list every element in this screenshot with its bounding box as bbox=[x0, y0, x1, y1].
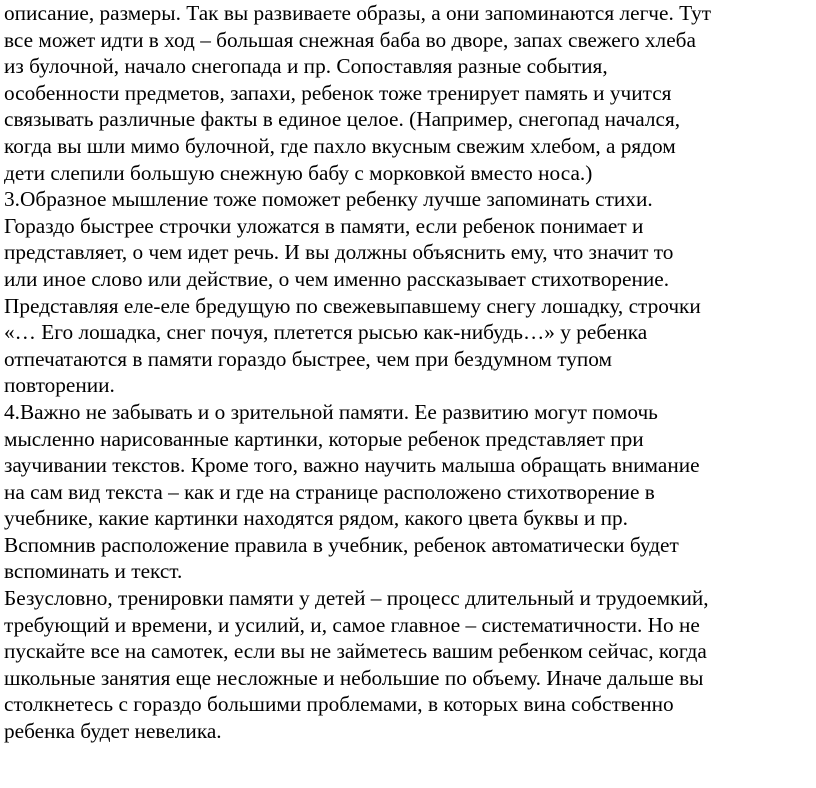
text-line: особенности предметов, запахи, ребенок тоже тренирует память и учится bbox=[4, 80, 672, 105]
text-line: ребенка будет невелика. bbox=[4, 719, 222, 744]
text-line: на сам вид текста – как и где на странице расположено стихотворение в bbox=[4, 479, 655, 504]
text-line: отпечатаются в памяти гораздо быстрее, чем при бездумном тупом bbox=[4, 346, 613, 371]
text-line: заучивании текстов. Кроме того, важно научить малыша обращать внимание bbox=[4, 453, 700, 478]
text-line: школьные занятия еще несложные и небольшие по объему. Иначе дальше вы bbox=[4, 665, 704, 690]
text-line: «… Его лошадка, снег почуя, плетется рысью как-нибудь…» у ребенка bbox=[4, 320, 648, 345]
text-line: столкнетесь с гораздо большими проблемами, в которых вина собственно bbox=[4, 692, 674, 717]
text-line: учебнике, какие картинки находятся рядом, какого цвета буквы и пр. bbox=[4, 506, 629, 531]
text-line: требующий и времени, и усилий, и, самое главное – систематичности. Но не bbox=[4, 612, 700, 637]
text-line: пускайте все на самотек, если вы не займетесь вашим ребенком сейчас, когда bbox=[4, 639, 707, 664]
text-line: дети слепили большую снежную бабу с морковкой вместо носа.) bbox=[4, 160, 593, 185]
text-line: когда вы шли мимо булочной, где пахло вкусным свежим хлебом, а рядом bbox=[4, 133, 676, 158]
text-line: вспоминать и текст. bbox=[4, 559, 183, 584]
text-line: Вспомнив расположение правила в учебник, ребенок автоматически будет bbox=[4, 532, 679, 557]
text-line: Безусловно, тренировки памяти у детей – процесс длительный и трудоемкий, bbox=[4, 586, 709, 611]
text-line: все может идти в ход – большая снежная баба во дворе, запах свежего хлеба bbox=[4, 27, 696, 52]
text-line: Гораздо быстрее строчки уложатся в памяти, если ребенок понимает и bbox=[4, 213, 644, 238]
text-line: связывать различные факты в единое целое. (Например, снегопад начался, bbox=[4, 107, 681, 132]
text-line: из булочной, начало снегопада и пр. Сопоставляя разные события, bbox=[4, 54, 608, 79]
text-line: мысленно нарисованные картинки, которые ребенок представляет при bbox=[4, 426, 644, 451]
text-line: описание, размеры. Так вы развиваете образы, а они запоминаются легче. Тут bbox=[4, 1, 712, 25]
text-line: представляет, о чем идет речь. И вы должны объяснить ему, что значит то bbox=[4, 240, 674, 265]
text-line: Представляя еле-еле бредущую по свежевыпавшему снегу лошадку, строчки bbox=[4, 293, 701, 318]
text-line: повторении. bbox=[4, 373, 115, 398]
text-line: 4.Важно не забывать и о зрительной памяти. Ее развитию могут помочь bbox=[4, 399, 658, 424]
text-line: 3.Образное мышление тоже поможет ребенку лучше запоминать стихи. bbox=[4, 187, 653, 212]
text-line: или иное слово или действие, о чем именно рассказывает стихотворение. bbox=[4, 266, 670, 291]
